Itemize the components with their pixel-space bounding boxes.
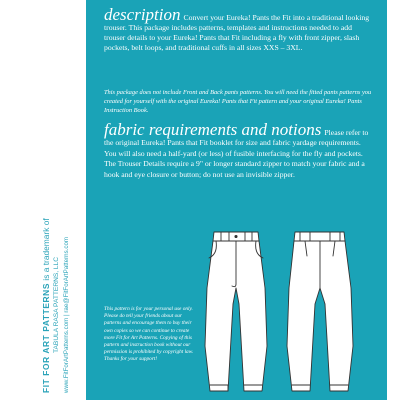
company-name: TABULA RASA PATTERNS, LLC xyxy=(53,256,60,353)
package-note: This package does not include Front and Back pants patterns. You will need the fitted pants patterns you created for yourself with the original Eureka! Pants that Fit pattern and your original Eureka! Pants Instruction Book. xyxy=(104,89,372,115)
trouser-back-drawing xyxy=(287,232,353,391)
fabric-heading: fabric requirements and notions xyxy=(104,120,322,139)
description-heading: description xyxy=(104,5,181,24)
description-body: Convert your Eureka! Pants the Fit into a traditional looking trouser. This package includes patterns, templates and instructions needed to add trouser details to your Eureka! Pants that Fit including a fly with front zipper, slash pockets, belt loops, and traditional cuffs in all sizes XXS – 3XL. xyxy=(104,13,370,53)
trouser-illustration xyxy=(192,226,382,396)
vertical-brand-text xyxy=(40,13,72,393)
brand-line xyxy=(40,13,52,393)
brand-tagline: is a trademark of xyxy=(41,218,51,281)
fabric-body: Please refer to the original Eureka! Pants that Fit booklet for size and fabric yardage requirements. You will also need a half-yard (or less) of fusible interfacing for the fly and pockets. The Trouser Details require a 9" or longer standard zipper to match your fabric and a hook and eye closure or button; do not use an invisible zipper. xyxy=(104,128,369,179)
personal-use-notice: This pattern is for your personal use only. Please do tell your friends about our patterns and encourage them to buy their own copies so we can continue to create more Fit for Art Patterns. Copying of this pattern and instruction book without our permission is prohibited by copyright law. Thanks for your support! xyxy=(104,306,194,363)
description-paragraph xyxy=(104,5,372,53)
fabric-paragraph xyxy=(104,120,372,180)
brand-name: FIT FOR ART PATTERNS xyxy=(41,282,51,393)
trouser-front-drawing xyxy=(205,232,267,391)
contact-line: www.FitForArtPatterns.com | rae@FitForArtPatterns.com xyxy=(63,236,70,393)
description-section xyxy=(104,5,372,53)
fabric-section xyxy=(104,120,372,180)
